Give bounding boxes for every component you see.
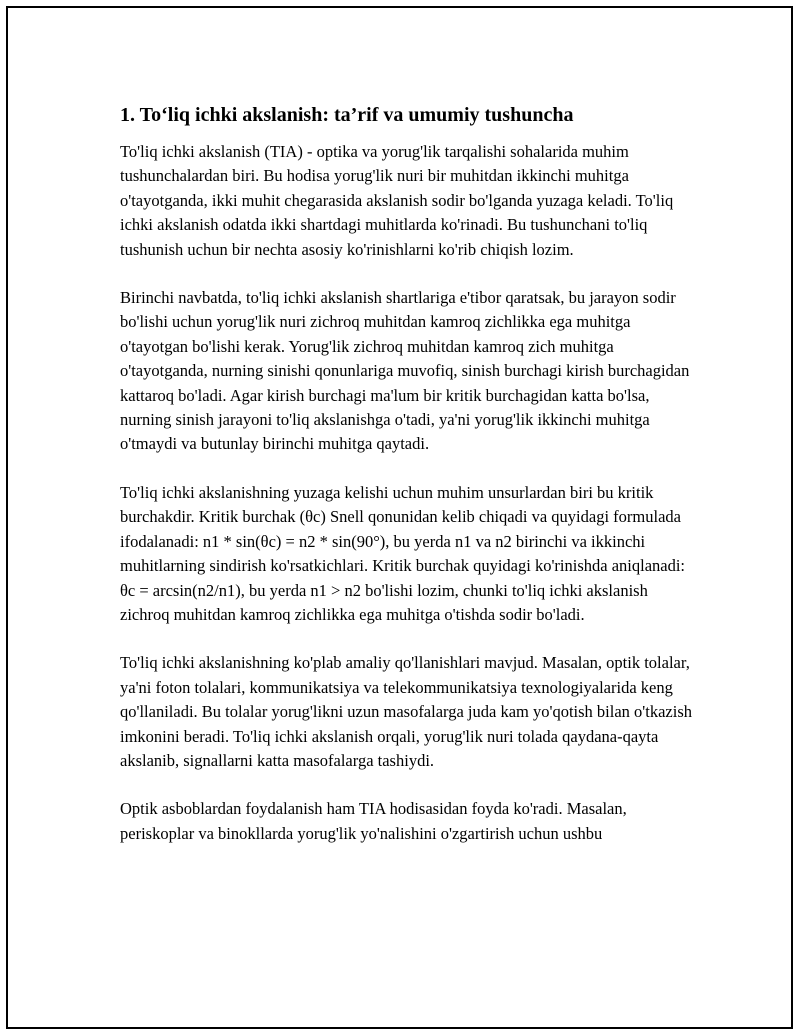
paragraph-5: Optik asboblardan foydalanish ham TIA hodisasidan foyda ko'radi. Masalan, periskoplar va binokllarda yorug'lik yo'nalishini o'zgartirish uchun ushbu [120, 799, 627, 843]
paragraph-2: Birinchi navbatda, to'liq ichki akslanish shartlariga e'tibor qaratsak, bu jarayon sodir bo'lishi uchun yorug'lik nuri zichroq muhitdan kamroq zichlikka ega muhitga o'tayotgan bo'lishi kerak. Yorug'lik zichroq muhitdan kamroq zich muhitga o'tayotganda, nurning sinishi qonunlariga muvofiq, sinish burchagi kirish burchagidan kattaroq bo'ladi. Agar kirish burchagi ma'lum bir kritik burchagidan katta bo'lsa, nurning sinish jarayoni to'liq akslanishga o'tadi, ya'ni yorug'lik ikkinchi muhitga o'tmaydi va butunlay birinchi muhitga qaytadi. [120, 288, 690, 454]
paragraph-1: To'liq ichki akslanish (TIA) - optika va yorug'lik tarqalishi sohalarida muhim tushunchalardan biri. Bu hodisa yorug'lik nuri bir muhitdan ikkinchi muhitga o'tayotganda, ikki muhit chegarasida akslanish sodir bo'lganda yuzaga keladi. To'liq ichki akslanish odatda ikki shartdagi muhitlarda ko'rinadi. Bu tushunchani to'liq tushunish uchun bir nechta asosiy ko'rinishlarni ko'rib chiqish lozim. [120, 142, 674, 259]
page-frame [6, 6, 793, 1029]
document-body [120, 102, 698, 870]
section-heading: 1. To‘liq ichki akslanish: ta’rif va umumiy tushuncha [120, 104, 574, 126]
paragraph-3: To'liq ichki akslanishning yuzaga kelishi uchun muhim unsurlardan biri bu kritik burchakdir. Kritik burchak (θc) Snell qonunidan kelib chiqadi va quyidagi formulada ifodalanadi: n1 * sin(θc) = n2 * sin(90°), bu yerda n1 va n2 birinchi va ikkinchi muhitlarning sindirish ko'rsatkichlari. Kritik burchak quyidagi ko'rinishda aniqlanadi: θc = arcsin(n2/n1), bu yerda n1 > n2 bo'lishi lozim, chunki to'liq ichki akslanish zichroq muhitdan kamroq zichlikka ega muhitga o'tishda sodir bo'ladi. [120, 482, 686, 624]
paragraph-4: To'liq ichki akslanishning ko'plab amaliy qo'llanishlari mavjud. Masalan, optik tolalar, ya'ni foton tolalari, kommunikatsiya va telekommunikatsiya texnologiyalarida keng qo'llaniladi. Bu tolalar yorug'likni uzun masofalarga juda kam yo'qotish bilan o'tkazish imkonini beradi. To'liq ichki akslanish orqali, yorug'lik nuri tolada qaydana-qayta akslanib, signallarni katta masofalarga tashiydi. [120, 653, 693, 770]
